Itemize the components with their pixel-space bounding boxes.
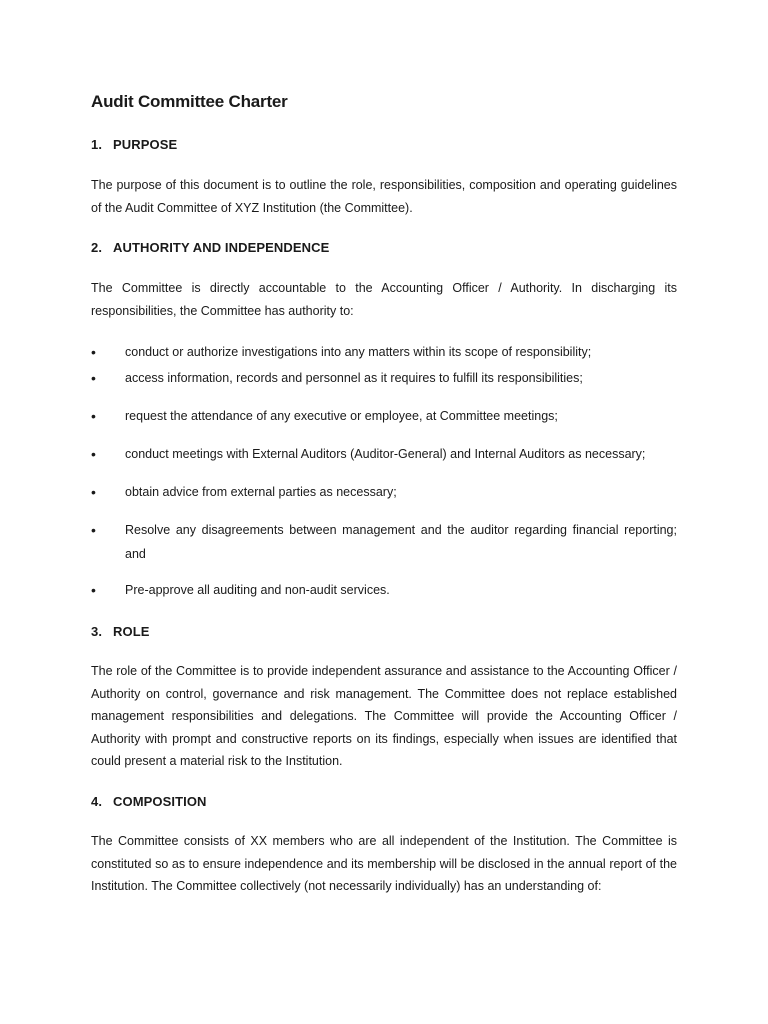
- composition-paragraph: The Committee consists of XX members who are all independent of the Institution. The Committee is constituted so as to ensure independence and its membership will be disclosed in the annual report of the Institution. The Committee collectively (not necessarily individually) has an understanding of:: [91, 834, 677, 893]
- section-title: AUTHORITY AND INDEPENDENCE: [113, 240, 330, 255]
- bullet-glyph: •: [91, 582, 96, 598]
- list-item-text: Resolve any disagreements between management and the auditor regarding financial reporting; and: [125, 523, 677, 561]
- role-paragraph: The role of the Committee is to provide independent assurance and assistance to the Accounting Officer / Authority on control, governance and risk management. The Committee does not replace established management responsibilities and delegations. The Committee will provide the Accounting Officer / Authority with prompt and constructive reports on its findings, especially when issues are identified that could present a material risk to the Institution.: [91, 664, 677, 768]
- bullet-glyph: •: [91, 484, 96, 500]
- authority-paragraph: The Committee is directly accountable to the Accounting Officer / Authority. In discharging its responsibilities, the Committee has authority to:: [91, 281, 677, 318]
- section-heading-authority: [91, 240, 329, 255]
- list-item-text: request the attendance of any executive or employee, at Committee meetings;: [125, 409, 558, 423]
- list-item-text: access information, records and personnel as it requires to fulfill its responsibilities;: [125, 371, 583, 385]
- list-item-text: obtain advice from external parties as necessary;: [125, 485, 397, 499]
- purpose-paragraph: The purpose of this document is to outline the role, responsibilities, composition and operating guidelines of the Audit Committee of XYZ Institution (the Committee).: [91, 178, 677, 215]
- list-item-text: conduct or authorize investigations into any matters within its scope of responsibility;: [125, 345, 592, 359]
- section-title: ROLE: [113, 624, 150, 639]
- list-item: [91, 518, 677, 566]
- bullet-glyph: •: [91, 408, 96, 424]
- list-item: [91, 578, 677, 602]
- bullet-glyph: •: [91, 446, 96, 462]
- list-item: [91, 366, 677, 390]
- list-item: [91, 480, 677, 504]
- section-heading-composition: [91, 794, 207, 809]
- section-number: 3.: [91, 624, 103, 639]
- bullet-glyph: •: [91, 344, 96, 360]
- list-item: [91, 442, 677, 466]
- bullet-glyph: •: [91, 370, 96, 386]
- bullet-glyph: •: [91, 522, 96, 538]
- section-title: COMPOSITION: [113, 794, 207, 809]
- list-item-text: Pre-approve all auditing and non-audit services.: [125, 583, 390, 597]
- section-number: 4.: [91, 794, 103, 809]
- section-number: 1.: [91, 137, 103, 152]
- list-item-text: conduct meetings with External Auditors (Auditor-General) and Internal Auditors as necessary;: [125, 447, 646, 461]
- section-heading-purpose: [91, 137, 177, 152]
- section-heading-role: [91, 624, 150, 639]
- section-number: 2.: [91, 240, 103, 255]
- list-item: [91, 340, 677, 364]
- document-title: Audit Committee Charter: [91, 92, 288, 111]
- list-item: [91, 404, 677, 428]
- section-title: PURPOSE: [113, 137, 178, 152]
